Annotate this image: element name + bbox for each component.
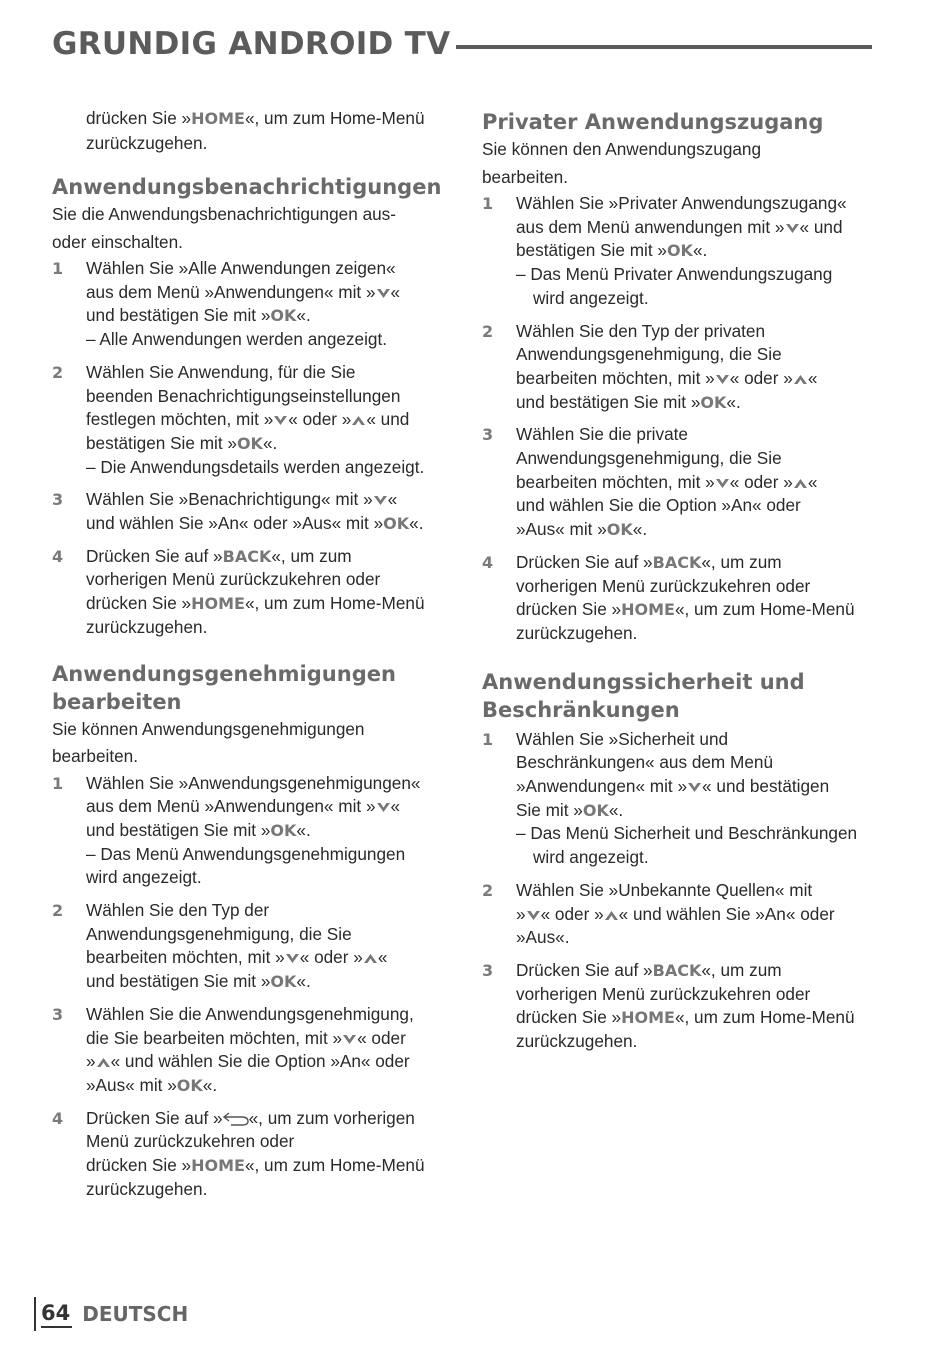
section-desc: Sie die Anwendungsbenachrichtigungen aus- oder einschalten.: [52, 204, 397, 252]
section-desc: Sie können den Anwendungszugang bearbeiten.: [482, 139, 762, 187]
arrow-up-icon: [604, 910, 619, 921]
arrow-down-icon: [785, 223, 800, 234]
section-title-notifications: Anwendungsbenachrichtigungen: [52, 175, 442, 199]
section-title-private-access: Privater Anwendungszugang: [482, 110, 824, 134]
arrow-up-icon: [96, 1057, 111, 1068]
arrow-up-icon: [793, 374, 808, 385]
step-item: 3 Wählen Sie »Benachrichtigung« mit » « und wählen Sie »An« oder »Aus« mit »OK«.: [52, 489, 424, 534]
home-key: HOME: [191, 109, 245, 128]
step-item: 2 Wählen Sie Anwendung, für die Sie beenden Benachrichtigungseinstellungen festlegen möchten, mit » « oder » « und bestätigen Sie mit »OK«. – Die Anwendungsdetails werden angezeigt.: [52, 361, 425, 477]
left-column: [52, 106, 452, 1202]
section-title-security: Anwendungssicherheit und Beschränkungen: [482, 669, 805, 722]
ok-key: OK: [270, 306, 297, 326]
step-item: 1 Wählen Sie »Anwendungsgenehmigungen« aus dem Menü »Anwendungen« mit » « und bestätigen Sie mit »OK«. – Das Menü Anwendungsgenehmigungen wird angezeigt.: [52, 772, 421, 888]
step-item: 2 Wählen Sie »Unbekannte Quellen« mit » « oder » « und wählen Sie »An« oder »Aus«.: [482, 879, 835, 948]
arrow-down-icon: [526, 910, 541, 921]
steps-security: [482, 728, 882, 1054]
step-item: 4 Drücken Sie auf »BACK«, um zum vorherigen Menü zurückzukehren oder drücken Sie »HOME«, um zum Home-Menü zurückzugehen.: [482, 551, 855, 643]
ok-key: OK: [270, 820, 297, 840]
back-key: BACK: [652, 552, 702, 572]
arrow-down-icon: [273, 415, 288, 426]
footer-language: DEUTSCH: [82, 1302, 189, 1326]
step-item: 3 Wählen Sie die private Anwendungsgenehmigung, die Sie bearbeiten möchten, mit » « oder » « und wählen Sie die Option »An« oder »Aus« mit »OK«.: [482, 424, 818, 540]
ok-key: OK: [176, 1075, 203, 1095]
back-key: BACK: [652, 960, 702, 980]
step-item: 1 Wählen Sie »Sicherheit und Beschränkungen« aus dem Menü »Anwendungen« mit » « und bestätigen Sie mit »OK«. – Das Menü Sicherheit und Beschränkungen wird angezeigt.: [482, 728, 858, 868]
home-key: HOME: [621, 600, 675, 620]
page-footer: [34, 1297, 188, 1331]
home-key: HOME: [191, 594, 245, 614]
ok-key: OK: [383, 514, 410, 534]
step-item: 1 Wählen Sie »Privater Anwendungszugang« aus dem Menü anwendungen mit » « und bestätigen Sie mit »OK«. – Das Menü Privater Anwendungszugang wird angezeigt.: [482, 193, 847, 308]
step-item: 1 Wählen Sie »Alle Anwendungen zeigen« aus dem Menü »Anwendungen« mit » « und bestätigen Sie mit »OK«. – Alle Anwendungen werden angezeigt.: [52, 258, 401, 350]
step-item: 4 Drücken Sie auf » «, um zum vorherigen Menü zurückzukehren oder drücken Sie »HOME«, um zum Home-Menü zurückzugehen.: [52, 1107, 425, 1199]
arrow-down-icon: [715, 478, 730, 489]
arrow-down-icon: [376, 288, 391, 299]
step-item: 3 Wählen Sie die Anwendungsgenehmigung, die Sie bearbeiten möchten, mit » « oder » « und wählen Sie die Option »An« oder »Aus« mit »OK«.: [52, 1003, 414, 1095]
ok-key: OK: [700, 392, 727, 412]
arrow-up-icon: [793, 478, 808, 489]
arrow-up-icon: [363, 953, 378, 964]
ok-key: OK: [270, 972, 297, 992]
back-key: BACK: [222, 546, 272, 566]
step-item: 3 Drücken Sie auf »BACK«, um zum vorherigen Menü zurückzukehren oder drücken Sie »HOME«, um zum Home-Menü zurückzugehen.: [482, 959, 855, 1052]
ok-key: OK: [236, 433, 263, 453]
ok-key: OK: [606, 520, 633, 540]
arrow-down-icon: [687, 782, 702, 793]
arrow-down-icon: [715, 374, 730, 385]
steps-notifications: [52, 257, 452, 640]
header-title: GRUNDIG ANDROID TV: [52, 26, 451, 62]
page-number: 64: [41, 1301, 72, 1328]
footer-bar: [34, 1297, 36, 1331]
intro-continuation: drücken Sie »HOME«, um zum Home-Menü zurückzugehen.: [86, 108, 425, 153]
steps-permissions: [52, 772, 452, 1202]
steps-private-access: [482, 192, 882, 646]
step-item: 2 Wählen Sie den Typ der Anwendungsgenehmigung, die Sie bearbeiten möchten, mit » « oder » « und bestätigen Sie mit »OK«.: [52, 900, 388, 992]
step-item: 2 Wählen Sie den Typ der privaten Anwendungsgenehmigung, die Sie bearbeiten möchten, mit » « oder » « und bestätigen Sie mit »OK«.: [482, 320, 818, 412]
section-title-permissions: Anwendungsgenehmigungen bearbeiten: [52, 661, 396, 714]
page-header: [52, 20, 872, 68]
arrow-down-icon: [373, 495, 388, 506]
back-arrow-icon: [223, 1112, 249, 1126]
step-item: 4 Drücken Sie auf »BACK«, um zum vorherigen Menü zurückzukehren oder drücken Sie »HOME«, um zum Home-Menü zurückzugehen.: [52, 545, 425, 637]
header-rule: [456, 45, 872, 49]
ok-key: OK: [666, 241, 693, 261]
section-desc: Sie können Anwendungsgenehmigungen bearbeiten.: [52, 718, 365, 767]
arrow-down-icon: [342, 1034, 357, 1045]
arrow-down-icon: [285, 953, 300, 964]
right-column: [482, 106, 882, 1054]
arrow-down-icon: [376, 802, 391, 813]
ok-key: OK: [582, 800, 609, 820]
arrow-up-icon: [351, 415, 366, 426]
home-key: HOME: [191, 1156, 245, 1176]
home-key: HOME: [621, 1008, 675, 1028]
